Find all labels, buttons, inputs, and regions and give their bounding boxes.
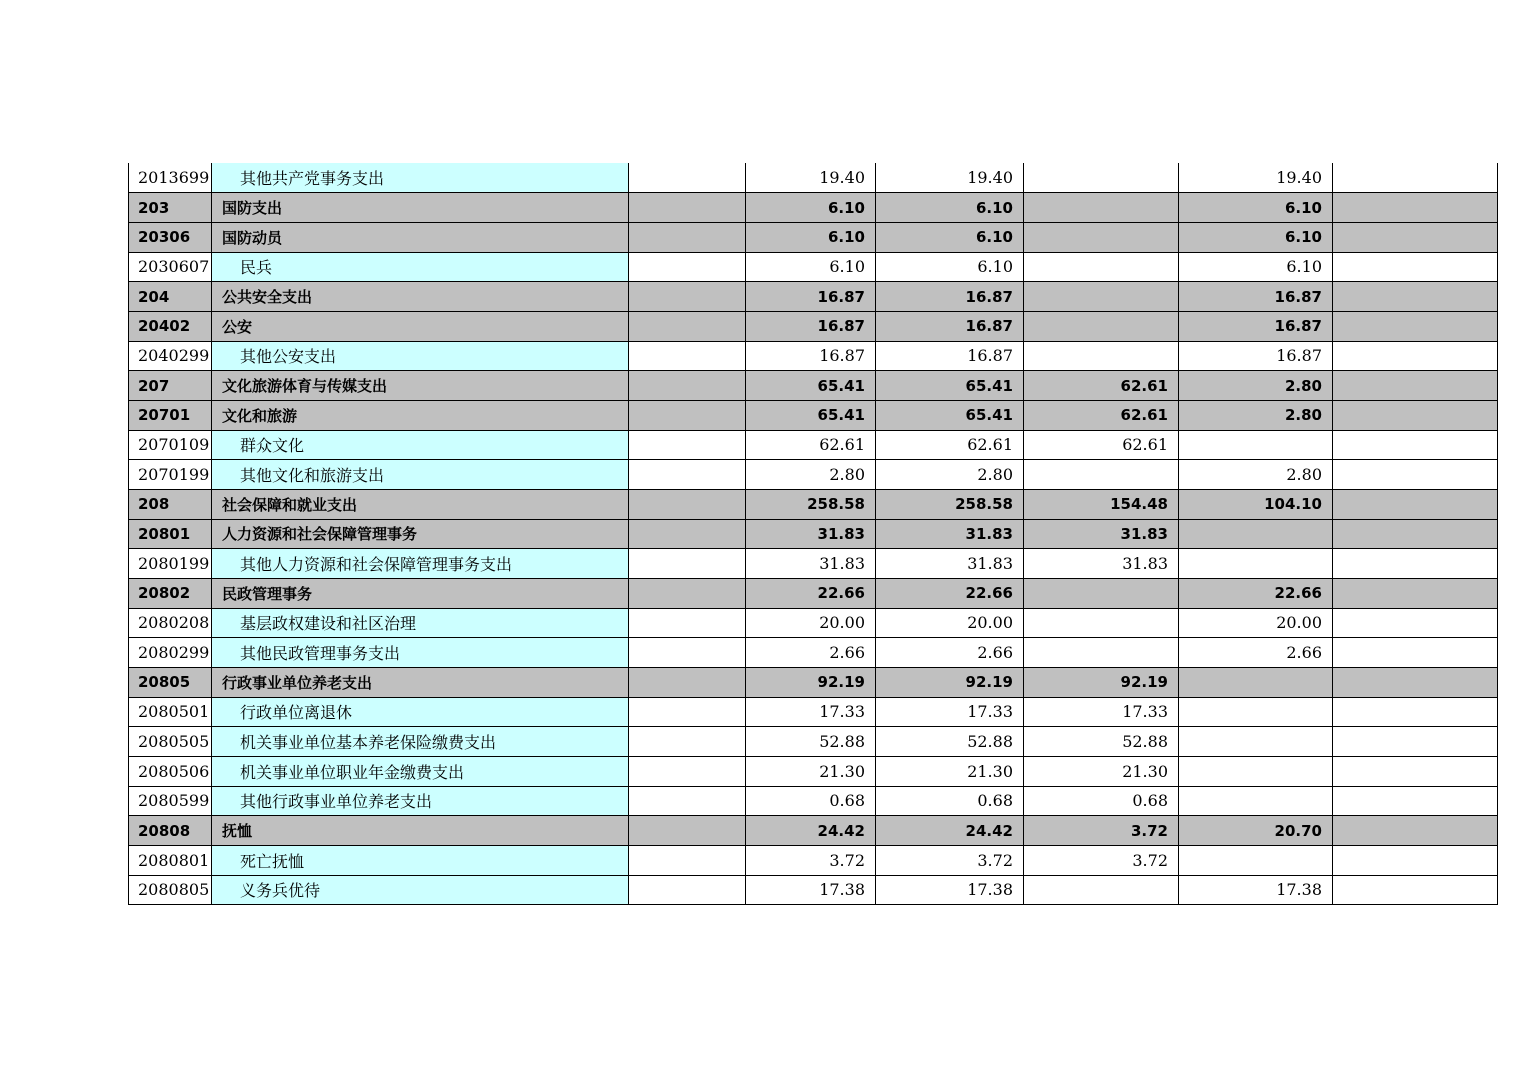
blank-cell: [629, 252, 746, 282]
account-name-cell: 行政事业单位养老支出: [212, 667, 629, 697]
account-name-cell: 群众文化: [212, 430, 629, 460]
subtotal-cell: 20.00: [876, 608, 1024, 638]
blank-cell: [629, 282, 746, 312]
account-code-cell: 20801: [129, 519, 212, 549]
account-code-cell: 2080801: [129, 845, 212, 875]
basic-expense-cell: [1024, 875, 1179, 905]
blank-cell: [629, 400, 746, 430]
blank-cell: [629, 667, 746, 697]
total-cell: 16.87: [746, 341, 876, 371]
blank-cell: [629, 163, 746, 193]
blank-cell: [1333, 727, 1498, 757]
blank-cell: [1333, 193, 1498, 223]
blank-cell: [629, 193, 746, 223]
blank-cell: [629, 816, 746, 846]
total-cell: 2.66: [746, 638, 876, 668]
total-cell: 31.83: [746, 519, 876, 549]
account-name-cell: 民政管理事务: [212, 578, 629, 608]
subtotal-cell: 65.41: [876, 400, 1024, 430]
project-expense-cell: 19.40: [1179, 163, 1333, 193]
blank-cell: [629, 875, 746, 905]
subtotal-cell: 17.33: [876, 697, 1024, 727]
blank-cell: [1333, 519, 1498, 549]
total-cell: 16.87: [746, 311, 876, 341]
account-name-cell: 文化旅游体育与传媒支出: [212, 371, 629, 401]
project-expense-cell: [1179, 786, 1333, 816]
subtotal-cell: 92.19: [876, 667, 1024, 697]
account-name-cell: 民兵: [212, 252, 629, 282]
basic-expense-cell: 21.30: [1024, 756, 1179, 786]
table-row: [129, 578, 1498, 608]
total-cell: 52.88: [746, 727, 876, 757]
total-cell: 258.58: [746, 489, 876, 519]
blank-cell: [1333, 252, 1498, 282]
project-expense-cell: 6.10: [1179, 222, 1333, 252]
total-cell: 20.00: [746, 608, 876, 638]
subtotal-cell: 52.88: [876, 727, 1024, 757]
project-expense-cell: 2.80: [1179, 371, 1333, 401]
table-row: [129, 786, 1498, 816]
table-row: [129, 341, 1498, 371]
blank-cell: [1333, 282, 1498, 312]
blank-cell: [1333, 341, 1498, 371]
table-row: [129, 845, 1498, 875]
project-expense-cell: [1179, 697, 1333, 727]
table-row: [129, 371, 1498, 401]
total-cell: 6.10: [746, 222, 876, 252]
blank-cell: [1333, 460, 1498, 490]
project-expense-cell: 2.66: [1179, 638, 1333, 668]
project-expense-cell: 2.80: [1179, 460, 1333, 490]
blank-cell: [629, 222, 746, 252]
table-row: [129, 163, 1498, 193]
basic-expense-cell: [1024, 193, 1179, 223]
account-code-cell: 204: [129, 282, 212, 312]
project-expense-cell: [1179, 667, 1333, 697]
account-code-cell: 2080805: [129, 875, 212, 905]
project-expense-cell: 2.80: [1179, 400, 1333, 430]
basic-expense-cell: [1024, 341, 1179, 371]
account-code-cell: 20802: [129, 578, 212, 608]
account-code-cell: 2070199: [129, 460, 212, 490]
basic-expense-cell: 62.61: [1024, 371, 1179, 401]
table-row: [129, 193, 1498, 223]
account-name-cell: 公共安全支出: [212, 282, 629, 312]
account-code-cell: 2080501: [129, 697, 212, 727]
table-row: [129, 816, 1498, 846]
subtotal-cell: 258.58: [876, 489, 1024, 519]
basic-expense-cell: 31.83: [1024, 549, 1179, 579]
subtotal-cell: 6.10: [876, 252, 1024, 282]
project-expense-cell: 104.10: [1179, 489, 1333, 519]
account-name-cell: 抚恤: [212, 816, 629, 846]
basic-expense-cell: [1024, 222, 1179, 252]
table-row: [129, 638, 1498, 668]
blank-cell: [629, 460, 746, 490]
basic-expense-cell: [1024, 163, 1179, 193]
blank-cell: [629, 845, 746, 875]
basic-expense-cell: [1024, 252, 1179, 282]
blank-cell: [629, 608, 746, 638]
table-row: [129, 756, 1498, 786]
subtotal-cell: 31.83: [876, 519, 1024, 549]
basic-expense-cell: [1024, 638, 1179, 668]
total-cell: 24.42: [746, 816, 876, 846]
total-cell: 0.68: [746, 786, 876, 816]
account-code-cell: 20808: [129, 816, 212, 846]
total-cell: 16.87: [746, 282, 876, 312]
blank-cell: [629, 697, 746, 727]
blank-cell: [1333, 875, 1498, 905]
blank-cell: [1333, 756, 1498, 786]
basic-expense-cell: 3.72: [1024, 816, 1179, 846]
account-code-cell: 2080299: [129, 638, 212, 668]
total-cell: 31.83: [746, 549, 876, 579]
total-cell: 22.66: [746, 578, 876, 608]
blank-cell: [629, 371, 746, 401]
basic-expense-cell: [1024, 282, 1179, 312]
basic-expense-cell: 31.83: [1024, 519, 1179, 549]
account-code-cell: 2080505: [129, 727, 212, 757]
blank-cell: [1333, 697, 1498, 727]
total-cell: 19.40: [746, 163, 876, 193]
account-name-cell: 国防动员: [212, 222, 629, 252]
account-code-cell: 2080599: [129, 786, 212, 816]
account-code-cell: 203: [129, 193, 212, 223]
table-row: [129, 875, 1498, 905]
account-code-cell: 2080208: [129, 608, 212, 638]
table-row: [129, 667, 1498, 697]
basic-expense-cell: [1024, 608, 1179, 638]
project-expense-cell: 16.87: [1179, 282, 1333, 312]
account-code-cell: 2080199: [129, 549, 212, 579]
blank-cell: [1333, 816, 1498, 846]
table-row: [129, 282, 1498, 312]
blank-cell: [629, 341, 746, 371]
account-code-cell: 20306: [129, 222, 212, 252]
project-expense-cell: [1179, 430, 1333, 460]
basic-expense-cell: 3.72: [1024, 845, 1179, 875]
blank-cell: [629, 549, 746, 579]
account-code-cell: 20402: [129, 311, 212, 341]
blank-cell: [1333, 163, 1498, 193]
project-expense-cell: 22.66: [1179, 578, 1333, 608]
blank-cell: [629, 756, 746, 786]
budget-table: [128, 163, 1498, 905]
total-cell: 17.38: [746, 875, 876, 905]
blank-cell: [1333, 400, 1498, 430]
table-row: [129, 489, 1498, 519]
account-code-cell: 2080506: [129, 756, 212, 786]
basic-expense-cell: 52.88: [1024, 727, 1179, 757]
account-code-cell: 20805: [129, 667, 212, 697]
blank-cell: [629, 519, 746, 549]
subtotal-cell: 2.80: [876, 460, 1024, 490]
account-name-cell: 文化和旅游: [212, 400, 629, 430]
total-cell: 62.61: [746, 430, 876, 460]
account-name-cell: 社会保障和就业支出: [212, 489, 629, 519]
total-cell: 21.30: [746, 756, 876, 786]
project-expense-cell: [1179, 727, 1333, 757]
project-expense-cell: [1179, 756, 1333, 786]
table-row: [129, 519, 1498, 549]
subtotal-cell: 21.30: [876, 756, 1024, 786]
project-expense-cell: 16.87: [1179, 341, 1333, 371]
blank-cell: [1333, 222, 1498, 252]
account-code-cell: 2040299: [129, 341, 212, 371]
total-cell: 17.33: [746, 697, 876, 727]
table-row: [129, 400, 1498, 430]
blank-cell: [1333, 549, 1498, 579]
account-name-cell: 其他文化和旅游支出: [212, 460, 629, 490]
table-row: [129, 697, 1498, 727]
subtotal-cell: 2.66: [876, 638, 1024, 668]
subtotal-cell: 0.68: [876, 786, 1024, 816]
account-name-cell: 国防支出: [212, 193, 629, 223]
blank-cell: [629, 311, 746, 341]
subtotal-cell: 22.66: [876, 578, 1024, 608]
account-name-cell: 其他行政事业单位养老支出: [212, 786, 629, 816]
total-cell: 3.72: [746, 845, 876, 875]
subtotal-cell: 19.40: [876, 163, 1024, 193]
table-row: [129, 252, 1498, 282]
table-row: [129, 222, 1498, 252]
account-name-cell: 其他人力资源和社会保障管理事务支出: [212, 549, 629, 579]
basic-expense-cell: 0.68: [1024, 786, 1179, 816]
basic-expense-cell: 62.61: [1024, 400, 1179, 430]
blank-cell: [1333, 786, 1498, 816]
account-code-cell: 20701: [129, 400, 212, 430]
subtotal-cell: 6.10: [876, 222, 1024, 252]
table-row: [129, 430, 1498, 460]
blank-cell: [1333, 638, 1498, 668]
table-row: [129, 608, 1498, 638]
account-code-cell: 2030607: [129, 252, 212, 282]
subtotal-cell: 3.72: [876, 845, 1024, 875]
account-name-cell: 义务兵优待: [212, 875, 629, 905]
account-name-cell: 人力资源和社会保障管理事务: [212, 519, 629, 549]
blank-cell: [1333, 371, 1498, 401]
blank-cell: [629, 727, 746, 757]
subtotal-cell: 24.42: [876, 816, 1024, 846]
account-name-cell: 行政单位离退休: [212, 697, 629, 727]
table-row: [129, 549, 1498, 579]
project-expense-cell: 16.87: [1179, 311, 1333, 341]
total-cell: 6.10: [746, 193, 876, 223]
account-code-cell: 207: [129, 371, 212, 401]
blank-cell: [1333, 667, 1498, 697]
account-name-cell: 机关事业单位基本养老保险缴费支出: [212, 727, 629, 757]
account-name-cell: 其他共产党事务支出: [212, 163, 629, 193]
blank-cell: [629, 786, 746, 816]
account-name-cell: 其他民政管理事务支出: [212, 638, 629, 668]
blank-cell: [1333, 578, 1498, 608]
table-row: [129, 727, 1498, 757]
blank-cell: [1333, 608, 1498, 638]
basic-expense-cell: 17.33: [1024, 697, 1179, 727]
blank-cell: [629, 578, 746, 608]
total-cell: 92.19: [746, 667, 876, 697]
subtotal-cell: 16.87: [876, 282, 1024, 312]
subtotal-cell: 31.83: [876, 549, 1024, 579]
total-cell: 65.41: [746, 371, 876, 401]
account-name-cell: 基层政权建设和社区治理: [212, 608, 629, 638]
basic-expense-cell: [1024, 578, 1179, 608]
blank-cell: [1333, 489, 1498, 519]
blank-cell: [629, 430, 746, 460]
blank-cell: [629, 638, 746, 668]
blank-cell: [629, 489, 746, 519]
total-cell: 6.10: [746, 252, 876, 282]
table-row: [129, 311, 1498, 341]
account-code-cell: 2070109: [129, 430, 212, 460]
project-expense-cell: [1179, 549, 1333, 579]
subtotal-cell: 65.41: [876, 371, 1024, 401]
basic-expense-cell: 154.48: [1024, 489, 1179, 519]
total-cell: 2.80: [746, 460, 876, 490]
project-expense-cell: 20.00: [1179, 608, 1333, 638]
project-expense-cell: 6.10: [1179, 193, 1333, 223]
project-expense-cell: 20.70: [1179, 816, 1333, 846]
basic-expense-cell: 92.19: [1024, 667, 1179, 697]
project-expense-cell: 6.10: [1179, 252, 1333, 282]
account-name-cell: 死亡抚恤: [212, 845, 629, 875]
subtotal-cell: 6.10: [876, 193, 1024, 223]
blank-cell: [1333, 311, 1498, 341]
project-expense-cell: [1179, 845, 1333, 875]
blank-cell: [1333, 845, 1498, 875]
basic-expense-cell: 62.61: [1024, 430, 1179, 460]
blank-cell: [1333, 430, 1498, 460]
account-name-cell: 其他公安支出: [212, 341, 629, 371]
subtotal-cell: 17.38: [876, 875, 1024, 905]
subtotal-cell: 16.87: [876, 341, 1024, 371]
basic-expense-cell: [1024, 311, 1179, 341]
account-name-cell: 机关事业单位职业年金缴费支出: [212, 756, 629, 786]
subtotal-cell: 16.87: [876, 311, 1024, 341]
table-row: [129, 460, 1498, 490]
account-name-cell: 公安: [212, 311, 629, 341]
subtotal-cell: 62.61: [876, 430, 1024, 460]
total-cell: 65.41: [746, 400, 876, 430]
basic-expense-cell: [1024, 460, 1179, 490]
account-code-cell: 208: [129, 489, 212, 519]
project-expense-cell: 17.38: [1179, 875, 1333, 905]
account-code-cell: 2013699: [129, 163, 212, 193]
project-expense-cell: [1179, 519, 1333, 549]
